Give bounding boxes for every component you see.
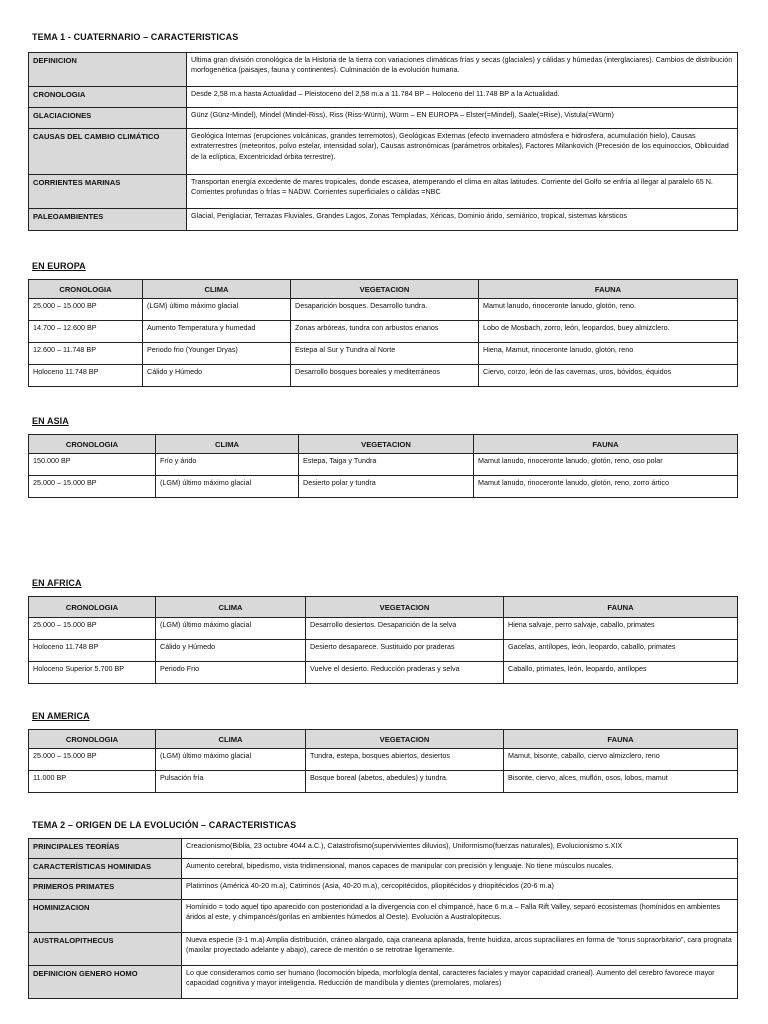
europa-title: EN EUROPA (32, 261, 86, 271)
column-header: CRONOLOGIA (29, 280, 143, 299)
table-cell: Desaparición bosques. Desarrollo tundra. (291, 299, 479, 321)
column-header: VEGETACION (299, 435, 474, 454)
table-cell: Bosque boreal (abetos, abedules) y tundra. (306, 771, 504, 793)
table-cell: Desarrollo desiertos. Desaparición de la selva (306, 618, 504, 640)
tema1-title: TEMA 1 - CUATERNARIO – CARACTERISTICAS (32, 32, 239, 42)
row-label: DEFINICION GENERO HOMO (29, 966, 182, 999)
row-text: Creacionismo(Biblia, 23 octubre 4044 a.C.), Catastrofismo(supervivientes diluvios), Uniformismo(fuerzas naturales), Evolucionismo s.XIX (182, 839, 738, 859)
table-cell: Caballo, primates, león, leopardo, antílopes (504, 662, 738, 684)
table-row (29, 53, 738, 87)
table-row (29, 365, 738, 387)
table-cell: Periodo frio (Younger Dryas) (143, 343, 291, 365)
america-table (28, 729, 738, 793)
africa-title: EN AFRICA (32, 578, 82, 588)
table-row (29, 900, 738, 933)
row-text: Transportan energía excedente de mares tropicales, donde escasea, atemperando el clima en altas latitudes. Corriente del Golfo se enfría al llegar al paralelo 65 N. Corrientes profundas o frías = NADW. Corrientes superficiales o cálidas =NBC (187, 175, 738, 209)
row-text: Ultima gran división cronológica de la Historia de la tierra con variaciones climáticas frías y secas (glaciales) y cálidas y húmedas (interglaciares). Cambios de distribución morfogenética (paisajes, fauna y continentes). Culminación de la evolución humana. (187, 53, 738, 87)
table-cell: Cálido y Húmedo (143, 365, 291, 387)
table-cell: Pulsación fría (156, 771, 306, 793)
table-row (29, 859, 738, 879)
europa-table (28, 279, 738, 387)
table-cell: Holoceno Superior 5.700 BP (29, 662, 156, 684)
table-cell: 14.700 – 12.600 BP (29, 321, 143, 343)
table-cell: Hiena salvaje, perro salvaje, caballo, primates (504, 618, 738, 640)
row-text: Günz (Günz-Mindel), Mindel (Mindel-Riss), Riss (Riss-Würm), Würm – EN EUROPA – Elster(=Mindel), Saale(=Rise), Vistula(=Würm) (187, 108, 738, 129)
row-text: Lo que consideramos como ser humano (locomoción bípeda, morfología dental, caracteres faciales y mayor capacidad craneal). Aumento del cerebro favorece mayor capacidad cognitiva y mayor inteligencia. Reducción de mandíbula y dientes (premolares, molares) (182, 966, 738, 999)
row-label: CAUSAS DEL CAMBIO CLIMÁTICO (29, 129, 187, 175)
table-header-row (29, 280, 738, 299)
column-header: CRONOLOGIA (29, 730, 156, 749)
row-text: Platirrinos (América 40-20 m.a), Catirrinos (Asia, 40-20 m.a), cercopitécidos, pliopitécidos y driopitécidos (20-6 m.a) (182, 879, 738, 900)
table-row (29, 662, 738, 684)
column-header: CLIMA (143, 280, 291, 299)
africa-table (28, 596, 738, 684)
tema2-table (28, 838, 738, 999)
row-label: CRONOLOGIA (29, 87, 187, 108)
table-cell: (LGM) último máximo glacial (156, 618, 306, 640)
column-header: FAUNA (474, 435, 738, 454)
table-cell: Periodo Frio (156, 662, 306, 684)
table-row (29, 749, 738, 771)
row-text: Homínido = todo aquel tipo aparecido con posterioridad a la divergencia con el chimpancé, hace 6 m.a – Falla Rift Valley, separó ecosistemas (homínidos en ambientes áridos al este, y chimpancés/gorilas en ambientes húmedos al Oeste). Evolución a Australopitecus. (182, 900, 738, 933)
column-header: VEGETACION (306, 597, 504, 618)
table-cell: Aumento Temperatura y humedad (143, 321, 291, 343)
column-header: VEGETACION (291, 280, 479, 299)
table-cell: Desierto polar y tundra (299, 476, 474, 498)
row-label: CARACTERÍSTICAS HOMINIDAS (29, 859, 182, 879)
table-cell: Estepa al Sur y Tundra al Norte (291, 343, 479, 365)
table-cell: (LGM) último máximo glacial (156, 476, 299, 498)
table-cell: Gacelas, antílopes, león, leopardo, caballo, primates (504, 640, 738, 662)
row-label: PRIMEROS PRIMATES (29, 879, 182, 900)
asia-title: EN ASIA (32, 416, 69, 426)
row-label: PRINCIPALES TEORÍAS (29, 839, 182, 859)
table-row (29, 618, 738, 640)
table-cell: Bisonte, ciervo, alces, muflón, osos, lobos, mamut (504, 771, 738, 793)
table-cell: Mamut, bisonte, caballo, ciervo almizclero, reno (504, 749, 738, 771)
table-row (29, 879, 738, 900)
table-cell: (LGM) último máximo glacial (143, 299, 291, 321)
table-row (29, 343, 738, 365)
column-header: CRONOLOGIA (29, 597, 156, 618)
column-header: CLIMA (156, 597, 306, 618)
row-text: Glacial, Periglaciar, Terrazas Fluviales, Grandes Lagos, Zonas Templadas, Xéricas, Dominio árido, semiárico, tropical, sistemas kársticos (187, 209, 738, 231)
row-label: HOMINIZACION (29, 900, 182, 933)
table-cell: Tundra, estepa, bosques abiertos, desiertos (306, 749, 504, 771)
row-text: Geológica Internas (erupciones volcánicas, grandes terremotos), Geológicas Externas (efecto invernadero atmósfera e hidrosfera, acumulación hielo), Causas extraterrestres (meteoritos, polvo estelar, intensidad solar), Causas astronómicas (parámetros orbitales), Factores Milankovich (Precesión de los equinoccios, Oblicuidad de la eclíptica, Excentricidad órbita terrestre). (187, 129, 738, 175)
table-row (29, 771, 738, 793)
table-cell: Ciervo, corzo, león de las cavernas, uros, bóvidos, équidos (479, 365, 738, 387)
table-cell: Holoceno 11.748 BP (29, 365, 143, 387)
table-cell: (LGM) último máximo glacial (156, 749, 306, 771)
table-row (29, 640, 738, 662)
table-cell: Estepa, Taiga y Tundra (299, 454, 474, 476)
row-label: CORRIENTES MARINAS (29, 175, 187, 209)
table-row (29, 108, 738, 129)
table-header-row (29, 730, 738, 749)
table-cell: Mamut lanudo, rinoceronte lanudo, glotón, reno, zorro ártico (474, 476, 738, 498)
america-title: EN AMERICA (32, 711, 90, 721)
table-cell: Lobo de Mosbach, zorro, león, leopardos, buey almizclero. (479, 321, 738, 343)
tema1-table (28, 52, 738, 231)
table-cell: Zonas arbóreas, tundra con arbustos enanos (291, 321, 479, 343)
table-cell: Vuelve el desierto. Reducción praderas y selva (306, 662, 504, 684)
table-header-row (29, 597, 738, 618)
column-header: FAUNA (479, 280, 738, 299)
table-row (29, 299, 738, 321)
table-row (29, 839, 738, 859)
table-row (29, 175, 738, 209)
table-cell: 150.000 BP (29, 454, 156, 476)
table-cell: Hiena, Mamut, rinoceronte lanudo, glotón, reno (479, 343, 738, 365)
column-header: CLIMA (156, 730, 306, 749)
tema2-title: TEMA 2 – ORIGEN DE LA EVOLUCIÓN – CARACTERISTICAS (32, 820, 297, 830)
row-text: Nueva especie (3-1 m.a) Amplia distribución, cráneo alargado, caja craneana aplanada, frente huidiza, arcos supraciliares en forma de “torus supraorbitario”, cara prognata (maxilar proyectado adelante y abajo), carece de mentón o se retrotrae ligeramente. (182, 933, 738, 966)
row-label: DEFINICION (29, 53, 187, 87)
table-cell: Frío y árido (156, 454, 299, 476)
row-label: GLACIACIONES (29, 108, 187, 129)
column-header: CLIMA (156, 435, 299, 454)
table-cell: 25.000 – 15.000 BP (29, 299, 143, 321)
table-cell: 25.000 – 15.000 BP (29, 618, 156, 640)
table-cell: 25.000 – 15.000 BP (29, 476, 156, 498)
table-cell: Mamut lanudo, rinoceronte lanudo, glotón, reno, oso polar (474, 454, 738, 476)
table-row (29, 87, 738, 108)
row-text: Desde 2,58 m.a hasta Actualidad – Pleistoceno del 2,58 m.a a 11.784 BP – Holoceno del 11.748 BP a la Actualidad. (187, 87, 738, 108)
table-header-row (29, 435, 738, 454)
table-row (29, 933, 738, 966)
row-text: Aumento cerebral, bipedismo, vista tridimensional, manos capaces de manipular con precisión y lenguaje. No tiene músculos nucales. (182, 859, 738, 879)
table-row (29, 454, 738, 476)
table-row (29, 129, 738, 175)
table-row (29, 321, 738, 343)
table-row (29, 476, 738, 498)
row-label: PALEOAMBIENTES (29, 209, 187, 231)
table-row (29, 209, 738, 231)
column-header: VEGETACION (306, 730, 504, 749)
column-header: FAUNA (504, 597, 738, 618)
table-cell: Holoceno 11.748 BP (29, 640, 156, 662)
table-row (29, 966, 738, 999)
table-cell: 12.600 – 11.748 BP (29, 343, 143, 365)
table-cell: Desarrollo bosques boreales y mediterráneos (291, 365, 479, 387)
table-cell: 11.000 BP (29, 771, 156, 793)
table-cell: Mamut lanudo, rinoceronte lanudo, glotón, reno. (479, 299, 738, 321)
table-cell: Cálido y Húmedo (156, 640, 306, 662)
column-header: FAUNA (504, 730, 738, 749)
table-cell: 25.000 – 15.000 BP (29, 749, 156, 771)
column-header: CRONOLOGIA (29, 435, 156, 454)
row-label: AUSTRALOPITHECUS (29, 933, 182, 966)
table-cell: Desierto desaparece. Sustituido por praderas (306, 640, 504, 662)
asia-table (28, 434, 738, 498)
